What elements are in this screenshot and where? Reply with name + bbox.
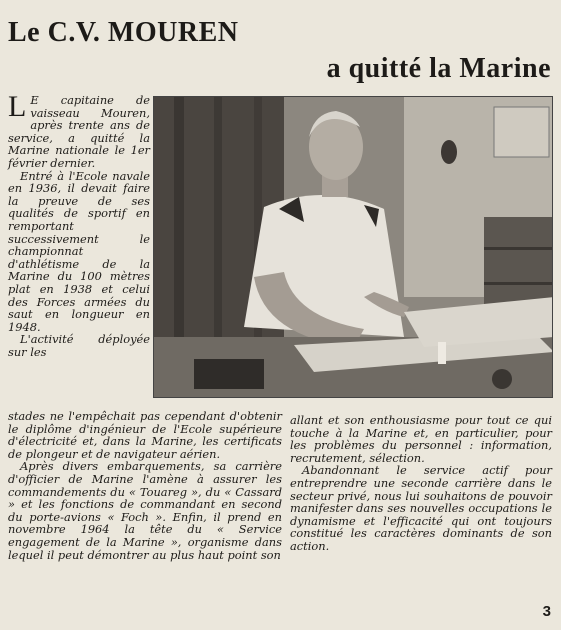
- paragraph-4: Après divers embarquements, sa carrière d'officier de Marine l'amène à assurer les commandements du « Touareg », du « Cassard » et les fonctions de commandant en second du porte-avions « Foch ». Enfin, il prend en novembre 1964 la tête du « Service engagement de la Marine », organisme dans lequel il peut démontrer au plus haut point son: [8, 459, 282, 562]
- headline-line-1: Le C.V. MOUREN: [8, 17, 239, 48]
- intro-paragraph-2: Entré à l'Ecole navale en 1936, il devait faire la preuve de ses qualités de sportif en remportant successivement le championnat d'athlétisme de la Marine du 100 mètres plat en 1938 et celui des Forces armées du saut en longueur en 1948.: [8, 168, 150, 334]
- paragraph-5: Abandonnant le service actif pour entreprendre une seconde carrière dans le secteur privé, nous lui souhaitons de pouvoir manifester dans ses nouvelles occupations le dynamisme et l'efficacité qui ont toujours constitué les caractères dominants de son action.: [290, 463, 552, 553]
- intro-paragraph-3-start: L'activité déployée sur les: [8, 332, 150, 359]
- bottom-left-column: [8, 410, 282, 561]
- intro-paragraph-1: [8, 90, 150, 170]
- paragraph-3-continued: stades ne l'empêchait pas cependant d'obtenir le diplôme d'ingénieur de l'Ecole supérieure d'électricité et, dans la Marine, les certificats de plongeur et de navigateur aérien.: [8, 409, 282, 461]
- portrait-photo: [153, 96, 553, 398]
- bottom-right-column: [290, 414, 552, 553]
- intro-paragraph-1-text: E capitaine de vaisseau Mouren, après trente ans de service, a quitté la Marine nationale le 1er février dernier.: [8, 93, 150, 170]
- drop-cap: L: [8, 90, 27, 123]
- page-number: 3: [542, 603, 551, 620]
- portrait-photo-illustration: [154, 97, 553, 398]
- headline-line-2: a quitté la Marine: [326, 53, 551, 84]
- intro-column: [8, 90, 150, 359]
- paragraph-4-continued: allant et son enthousiasme pour tout ce qui touche à la Marine et, en particulier, pour les problèmes du personnel : information, recrutement, sélection.: [290, 413, 552, 465]
